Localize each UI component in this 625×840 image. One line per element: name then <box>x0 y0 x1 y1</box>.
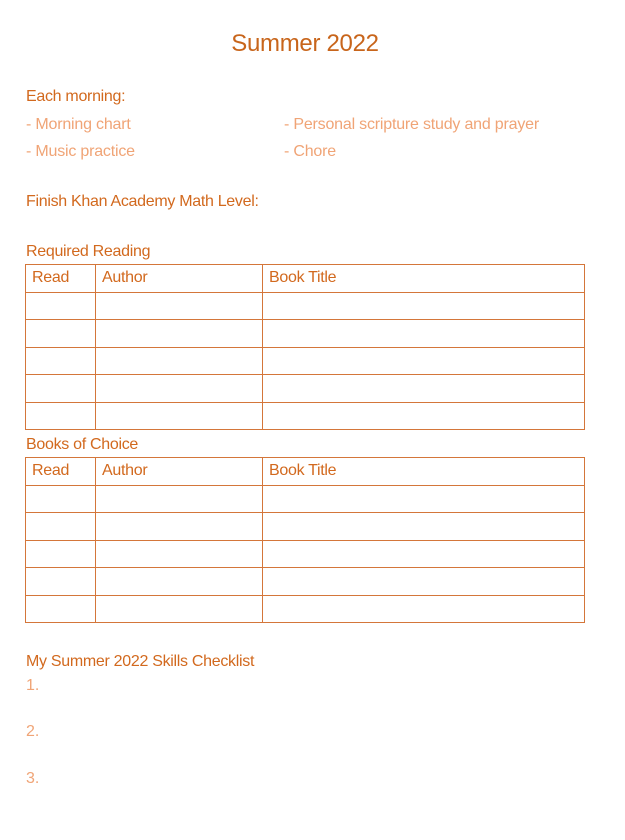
table-row <box>26 568 585 596</box>
table-row <box>26 375 585 403</box>
book-title-cell[interactable] <box>263 402 585 430</box>
book-title-cell[interactable] <box>263 513 585 541</box>
table-row <box>26 402 585 430</box>
morning-heading: Each morning: <box>26 88 126 105</box>
author-cell[interactable] <box>96 402 263 430</box>
required-reading-table <box>25 264 585 430</box>
table-row <box>26 347 585 375</box>
skills-checklist-heading: My Summer 2022 Skills Checklist <box>26 653 255 670</box>
column-header-read: Read <box>26 458 96 486</box>
table-row <box>26 595 585 623</box>
author-cell[interactable] <box>96 347 263 375</box>
books-of-choice-heading: Books of Choice <box>26 436 139 453</box>
checklist-item: 1. <box>26 677 40 694</box>
read-cell[interactable] <box>26 540 96 568</box>
read-cell[interactable] <box>26 347 96 375</box>
table-header-row <box>26 458 585 486</box>
column-header-book-title: Book Title <box>263 265 585 293</box>
read-cell[interactable] <box>26 485 96 513</box>
author-cell[interactable] <box>96 568 263 596</box>
read-cell[interactable] <box>26 595 96 623</box>
required-reading-heading: Required Reading <box>26 243 151 260</box>
book-title-cell[interactable] <box>263 540 585 568</box>
khan-academy-label: Finish Khan Academy Math Level: <box>26 193 259 210</box>
author-cell[interactable] <box>96 513 263 541</box>
books-of-choice-table <box>25 457 585 623</box>
table-row <box>26 513 585 541</box>
author-cell[interactable] <box>96 540 263 568</box>
book-title-cell[interactable] <box>263 320 585 348</box>
column-header-author: Author <box>96 458 263 486</box>
author-cell[interactable] <box>96 375 263 403</box>
checklist-item: 3. <box>26 770 40 787</box>
morning-item: - Personal scripture study and prayer <box>284 116 539 133</box>
read-cell[interactable] <box>26 513 96 541</box>
table-header-row <box>26 265 585 293</box>
book-title-cell[interactable] <box>263 568 585 596</box>
read-cell[interactable] <box>26 402 96 430</box>
author-cell[interactable] <box>96 485 263 513</box>
read-cell[interactable] <box>26 568 96 596</box>
read-cell[interactable] <box>26 375 96 403</box>
table-row <box>26 320 585 348</box>
table-row <box>26 540 585 568</box>
author-cell[interactable] <box>96 595 263 623</box>
page-title: Summer 2022 <box>231 30 379 57</box>
morning-item: - Morning chart <box>26 116 131 133</box>
column-header-read: Read <box>26 265 96 293</box>
column-header-author: Author <box>96 265 263 293</box>
table-row <box>26 292 585 320</box>
book-title-cell[interactable] <box>263 375 585 403</box>
morning-item: - Chore <box>284 143 336 160</box>
table-row <box>26 485 585 513</box>
column-header-book-title: Book Title <box>263 458 585 486</box>
author-cell[interactable] <box>96 292 263 320</box>
read-cell[interactable] <box>26 292 96 320</box>
morning-item: - Music practice <box>26 143 135 160</box>
book-title-cell[interactable] <box>263 292 585 320</box>
checklist-item: 2. <box>26 723 40 740</box>
book-title-cell[interactable] <box>263 485 585 513</box>
read-cell[interactable] <box>26 320 96 348</box>
author-cell[interactable] <box>96 320 263 348</box>
book-title-cell[interactable] <box>263 595 585 623</box>
book-title-cell[interactable] <box>263 347 585 375</box>
